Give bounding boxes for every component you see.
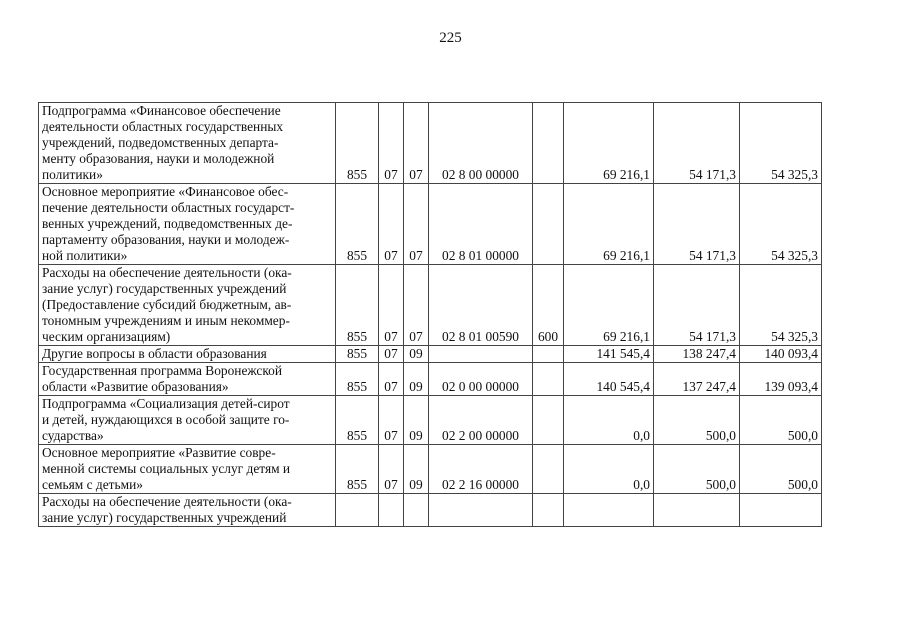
item-name-line: Государственная программа Воронежской [42,363,283,378]
cell-amount-year-3: 54 325,3 [740,265,822,346]
cell-expense-type [533,445,564,494]
cell-department-code: 855 [336,396,379,445]
cell-section-code: 07 [379,445,404,494]
cell-item-name [39,396,336,445]
cell-amount-year-2: 138 247,4 [654,346,740,363]
cell-target-article: 02 8 01 00590 [429,265,533,346]
item-name-line: учреждений, подведомственных департа- [42,135,279,150]
item-name-line: политики» [42,167,103,182]
cell-section-code: 07 [379,265,404,346]
cell-department-code: 855 [336,265,379,346]
table-row [39,184,822,265]
cell-department-code [336,494,379,527]
item-name-line: ной политики» [42,248,128,263]
cell-subsection-code: 09 [404,363,429,396]
table-row [39,265,822,346]
cell-amount-year-3: 139 093,4 [740,363,822,396]
item-name-line: тономным учреждениям и иным некоммер- [42,313,290,328]
item-name-line: Основное мероприятие «Развитие совре- [42,445,276,460]
cell-expense-type [533,346,564,363]
cell-section-code: 07 [379,363,404,396]
table-row [39,445,822,494]
item-name-line: печение деятельности областных государст- [42,200,295,215]
cell-section-code: 07 [379,396,404,445]
cell-amount-year-3: 500,0 [740,445,822,494]
item-name-line: Расходы на обеспечение деятельности (ока- [42,494,292,509]
cell-amount-year-2: 137 247,4 [654,363,740,396]
cell-amount-year-1: 69 216,1 [564,184,654,265]
cell-department-code: 855 [336,184,379,265]
cell-section-code: 07 [379,346,404,363]
cell-target-article: 02 8 00 00000 [429,103,533,184]
cell-department-code: 855 [336,445,379,494]
cell-subsection-code: 09 [404,396,429,445]
cell-department-code: 855 [336,346,379,363]
cell-department-code: 855 [336,103,379,184]
cell-amount-year-1: 69 216,1 [564,265,654,346]
item-name-line: Основное мероприятие «Финансовое обес- [42,184,289,199]
cell-section-code: 07 [379,184,404,265]
item-name-line: сударства» [42,428,104,443]
cell-subsection-code: 07 [404,265,429,346]
table-row [39,363,822,396]
cell-expense-type [533,184,564,265]
cell-department-code: 855 [336,363,379,396]
budget-table [38,102,822,527]
item-name-line: зание услуг) государственных учреждений [42,510,287,525]
item-name-line: деятельности областных государственных [42,119,284,134]
table-row [39,494,822,527]
item-name-line: Подпрограмма «Социализация детей-сирот [42,396,290,411]
cell-expense-type [533,396,564,445]
cell-section-code [379,494,404,527]
item-name-line: партаменту образования, науки и молодеж- [42,232,290,247]
cell-subsection-code: 07 [404,103,429,184]
cell-amount-year-1: 141 545,4 [564,346,654,363]
item-name-line: венных учреждений, подведомственных де- [42,216,293,231]
cell-amount-year-3: 140 093,4 [740,346,822,363]
cell-amount-year-1 [564,494,654,527]
page-number: 225 [439,30,462,46]
cell-amount-year-1: 0,0 [564,396,654,445]
cell-subsection-code: 09 [404,346,429,363]
cell-target-article: 02 8 01 00000 [429,184,533,265]
cell-amount-year-2: 54 171,3 [654,265,740,346]
cell-expense-type [533,494,564,527]
cell-item-name [39,103,336,184]
item-name-line: (Предоставление субсидий бюджетным, ав- [42,297,292,312]
cell-amount-year-2: 500,0 [654,396,740,445]
cell-item-name [39,494,336,527]
cell-amount-year-3: 54 325,3 [740,184,822,265]
cell-item-name [39,346,336,363]
cell-amount-year-3: 54 325,3 [740,103,822,184]
item-name-line: Другие вопросы в области образования [42,346,267,361]
cell-target-article: 02 2 16 00000 [429,445,533,494]
cell-target-article [429,346,533,363]
table-row [39,396,822,445]
cell-amount-year-2: 500,0 [654,445,740,494]
item-name-line: Расходы на обеспечение деятельности (ока- [42,265,292,280]
cell-item-name [39,265,336,346]
cell-target-article [429,494,533,527]
cell-amount-year-2: 54 171,3 [654,184,740,265]
cell-item-name [39,363,336,396]
item-name-line: ческим организациям) [42,329,171,344]
cell-target-article: 02 0 00 00000 [429,363,533,396]
cell-expense-type: 600 [533,265,564,346]
item-name-line: менной системы социальных услуг детям и [42,461,291,476]
cell-amount-year-1: 140 545,4 [564,363,654,396]
cell-amount-year-3: 500,0 [740,396,822,445]
item-name-line: семьям с детьми» [42,477,143,492]
cell-amount-year-3 [740,494,822,527]
cell-section-code: 07 [379,103,404,184]
cell-expense-type [533,103,564,184]
item-name-line: зание услуг) государственных учреждений [42,281,287,296]
cell-subsection-code: 09 [404,445,429,494]
table-row [39,103,822,184]
cell-target-article: 02 2 00 00000 [429,396,533,445]
item-name-line: Подпрограмма «Финансовое обеспечение [42,103,281,118]
item-name-line: и детей, нуждающихся в особой защите го- [42,412,290,427]
item-name-line: менту образования, науки и молодежной [42,151,275,166]
cell-item-name [39,184,336,265]
cell-subsection-code: 07 [404,184,429,265]
cell-amount-year-2 [654,494,740,527]
cell-amount-year-2: 54 171,3 [654,103,740,184]
item-name-line: области «Развитие образования» [42,379,229,394]
table-row [39,346,822,363]
cell-amount-year-1: 0,0 [564,445,654,494]
cell-amount-year-1: 69 216,1 [564,103,654,184]
cell-subsection-code [404,494,429,527]
cell-expense-type [533,363,564,396]
cell-item-name [39,445,336,494]
